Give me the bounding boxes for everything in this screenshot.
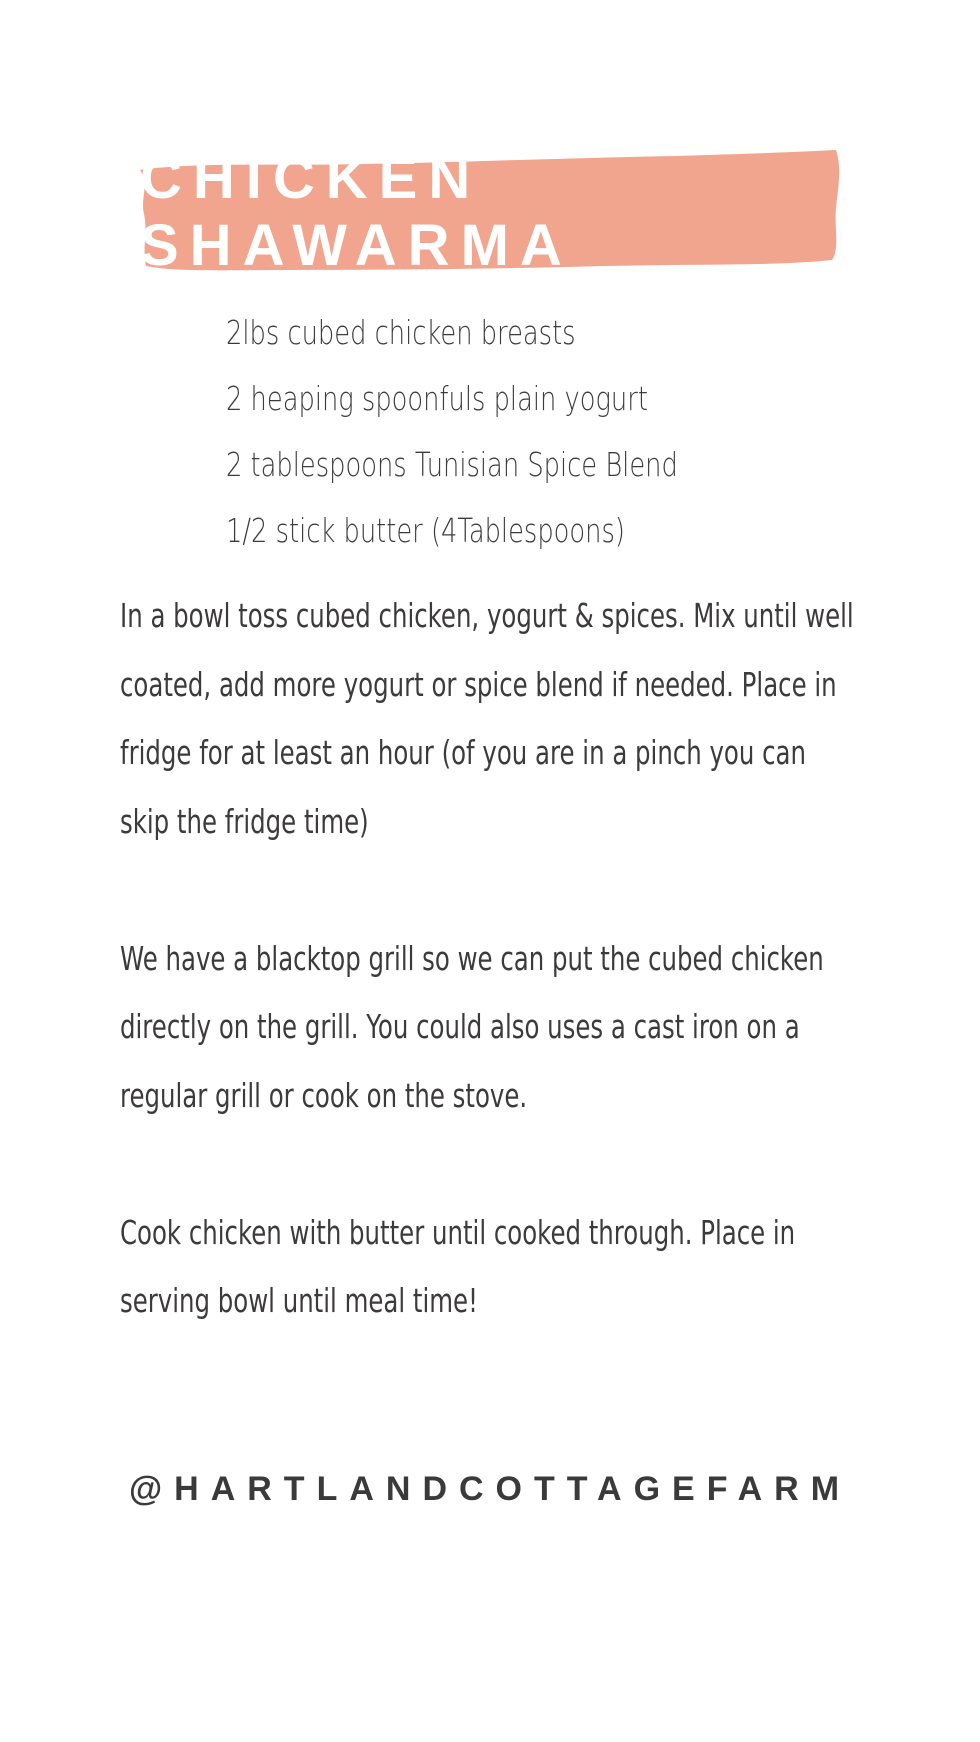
instructions	[120, 582, 880, 1404]
title-banner	[136, 148, 844, 276]
instruction-paragraph: We have a blacktop grill so we can put the cubed chicken directly on the grill. You could also uses a cast iron on a regular grill or cook on the stove.	[120, 938, 824, 1115]
ingredient-item: 2 tablespoons Tunisian Spice Blend	[226, 445, 678, 484]
ingredient-item: 2lbs cubed chicken breasts	[226, 313, 576, 352]
social-handle: @HARTLANDCOTTAGEFARM	[128, 1470, 852, 1508]
instruction-paragraph: In a bowl toss cubed chicken, yogurt & spices. Mix until well coated, add more yogurt or spice blend if needed. Place in fridge for at least an hour (of you are in a pinch you can skip the fridge time)	[120, 596, 854, 841]
recipe-title: CHICKEN SHAWARMA	[140, 146, 573, 278]
ingredient-list	[226, 300, 826, 564]
instruction-paragraph: Cook chicken with butter until cooked through. Place in serving bowl until meal time!	[120, 1212, 796, 1320]
ingredient-item: 2 heaping spoonfuls plain yogurt	[226, 379, 648, 418]
ingredient-item: 1/2 stick butter (4Tablespoons)	[226, 511, 625, 550]
